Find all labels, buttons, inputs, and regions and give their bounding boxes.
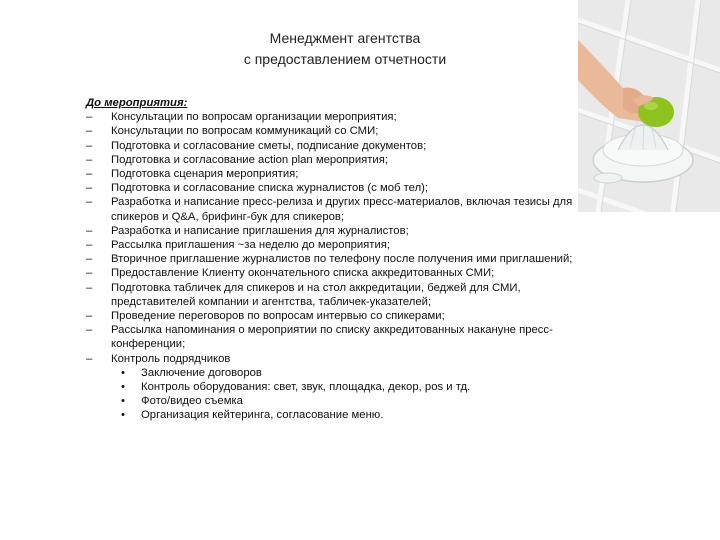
list-item-text: Проведение переговоров по вопросам интервью со спикерами; [111, 310, 445, 323]
sub-list-item-text: Контроль оборудования: свет, звук, площадка, декор, pos и тд. [141, 381, 471, 394]
list-item [86, 309, 586, 323]
dash-marker: – [86, 224, 93, 237]
dash-marker: – [86, 111, 93, 124]
dash-marker: – [86, 267, 93, 280]
sub-list-item [121, 366, 586, 380]
sub-list-item-text: Заключение договоров [141, 366, 262, 379]
list-item [86, 124, 586, 138]
list-item-text: Рассылка приглашения ~за неделю до мероприятия; [111, 239, 391, 252]
dash-marker: – [86, 352, 93, 365]
dash-marker: – [86, 196, 93, 209]
sub-list-item [121, 408, 586, 422]
dash-marker: – [86, 139, 93, 152]
dash-marker: – [86, 153, 93, 166]
list-item-text: Подготовка сценария мероприятия; [111, 168, 299, 181]
list-item-text: Подготовка табличек для спикеров и на стол аккредитации, беджей для СМИ, представителей компании и агентства, табличек-указателей; [111, 281, 521, 308]
task-list [86, 110, 586, 366]
list-item-text: Рассылка напоминания о мероприятии по списку аккредитованных накануне пресс-конференции; [111, 324, 553, 351]
slide-content [86, 96, 586, 423]
sub-list-item-text: Фото/видео съемка [141, 395, 243, 408]
section-title: До мероприятия: [86, 97, 188, 109]
dash-marker: – [86, 324, 93, 337]
bullet-marker: • [121, 409, 125, 422]
list-item [86, 195, 586, 223]
title-line-2: с предоставлением отчетности [243, 51, 447, 67]
dash-marker: – [86, 168, 93, 181]
list-item-text: Подготовка и согласование сметы, подписание документов; [111, 139, 427, 152]
list-item-text: Подготовка и согласование списка журналистов (с моб тел); [111, 182, 429, 195]
list-item [86, 238, 586, 252]
list-item [86, 252, 586, 266]
list-item [86, 167, 586, 181]
list-item-text: Подготовка и согласование action plan мероприятия; [111, 153, 388, 166]
list-item-text: Контроль подрядчиков [111, 352, 231, 365]
list-item-text: Предоставление Клиенту окончательного списка аккредитованных СМИ; [111, 267, 495, 280]
list-item [86, 224, 586, 238]
lime-juicer-photo [578, 0, 720, 212]
list-item [86, 352, 586, 366]
list-item [86, 323, 586, 351]
dash-marker: – [86, 253, 93, 266]
bullet-marker: • [121, 366, 125, 379]
list-item [86, 139, 586, 153]
dash-marker: – [86, 125, 93, 138]
sub-list-item [121, 394, 586, 408]
sub-list-item [121, 380, 586, 394]
dash-marker: – [86, 310, 93, 323]
dash-marker: – [86, 239, 93, 252]
bullet-marker: • [121, 395, 125, 408]
title-line-1: Менеджмент агентства [269, 30, 421, 46]
list-item-text: Разработка и написание приглашения для журналистов; [111, 224, 409, 237]
list-item-text: Разработка и написание пресс-релиза и других пресс-материалов, включая тезисы для спикеров и Q&A, брифинг-бук для спикеров; [111, 196, 573, 223]
list-item-text: Вторичное приглашение журналистов по телефону после получения ими приглашений; [111, 253, 573, 266]
dash-marker: – [86, 281, 93, 294]
slide-title [150, 28, 540, 70]
list-item [86, 181, 586, 195]
contractor-sub-list [86, 366, 586, 423]
hand-squeezing-lime-photo [578, 0, 720, 212]
dash-marker: – [86, 182, 93, 195]
bullet-marker: • [121, 381, 125, 394]
list-item [86, 153, 586, 167]
sub-list-item-text: Организация кейтеринга, согласование меню. [141, 409, 384, 422]
list-item-text: Консультации по вопросам коммуникаций со СМИ; [111, 125, 379, 138]
list-item [86, 110, 586, 124]
list-item [86, 266, 586, 280]
list-item [86, 281, 586, 309]
list-item-text: Консультации по вопросам организации мероприятия; [111, 111, 397, 124]
